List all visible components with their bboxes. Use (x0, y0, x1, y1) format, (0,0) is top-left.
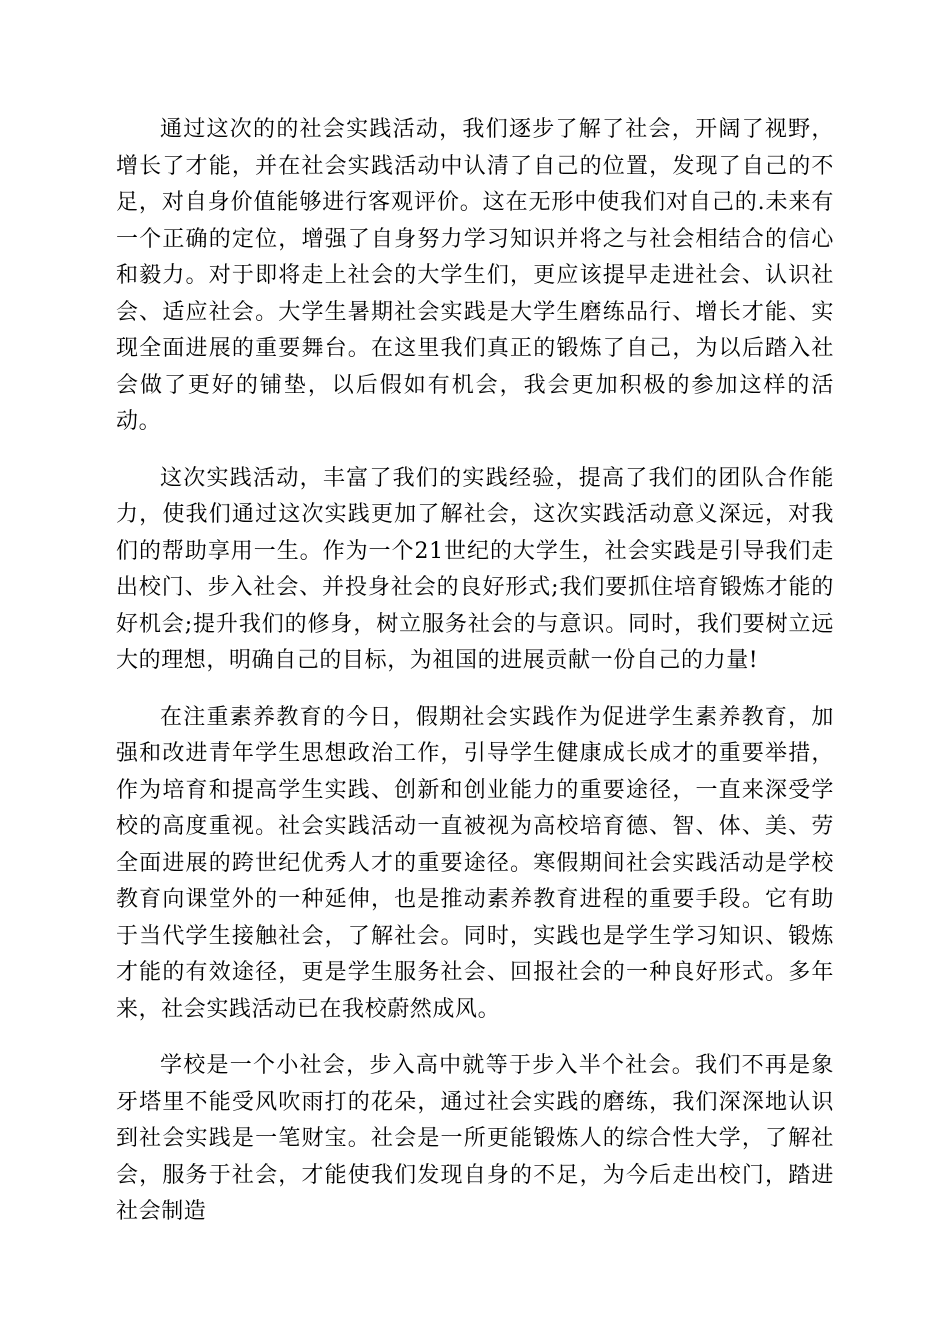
document-body (116, 112, 834, 1231)
paragraph-4: 学校是一个小社会，步入高中就等于步入半个社会。我们不再是象牙塔里不能受风吹雨打的花朵，通过社会实践的磨练，我们深深地认识到社会实践是一笔财宝。社会是一所更能锻炼人的综合性大学，了解社会，服务于社会，才能使我们发现自身的不足，为今后走出校门，踏进社会制造 (116, 1053, 834, 1224)
paragraph-3: 在注重素养教育的今日，假期社会实践作为促进学生素养教育，加强和改进青年学生思想政治工作，引导学生健康成长成才的重要举措，作为培育和提高学生实践、创新和创业能力的重要途径，一直来深受学校的高度重视。社会实践活动一直被视为高校培育德、智、体、美、劳全面进展的跨世纪优秀人才的重要途径。寒假期间社会实践活动是学校教育向课堂外的一种延伸，也是推动素养教育进程的重要手段。它有助于当代学生接触社会，了解社会。同时，实践也是学生学习知识、锻炼才能的有效途径，更是学生服务社会、回报社会的一种良好形式。多年来，社会实践活动已在我校蔚然成风。 (116, 704, 834, 1022)
paragraph-2: 这次实践活动，丰富了我们的实践经验，提高了我们的团队合作能力，使我们通过这次实践更加了解社会，这次实践活动意义深远，对我们的帮助享用一生。作为一个21世纪的大学生，社会实践是引导我们走出校门、步入社会、并投身社会的良好形式;我们要抓住培育锻炼才能的好机会;提升我们的修身，树立服务社会的与意识。同时，我们要树立远大的理想，明确自己的目标，为祖国的进展贡献一份自己的力量! (116, 465, 834, 673)
paragraph-1: 通过这次的的社会实践活动，我们逐步了解了社会，开阔了视野，增长了才能，并在社会实践活动中认清了自己的位置，发现了自己的不足，对自身价值能够进行客观评价。这在无形中使我们对自己的.未来有一个正确的定位，增强了自身努力学习知识并将之与社会相结合的信心和毅力。对于即将走上社会的大学生们，更应该提早走进社会、认识社会、适应社会。大学生暑期社会实践是大学生磨练品行、增长才能、实现全面进展的重要舞台。在这里我们真正的锻炼了自己，为以后踏入社会做了更好的铺垫，以后假如有机会，我会更加积极的参加这样的活动。 (116, 117, 834, 434)
